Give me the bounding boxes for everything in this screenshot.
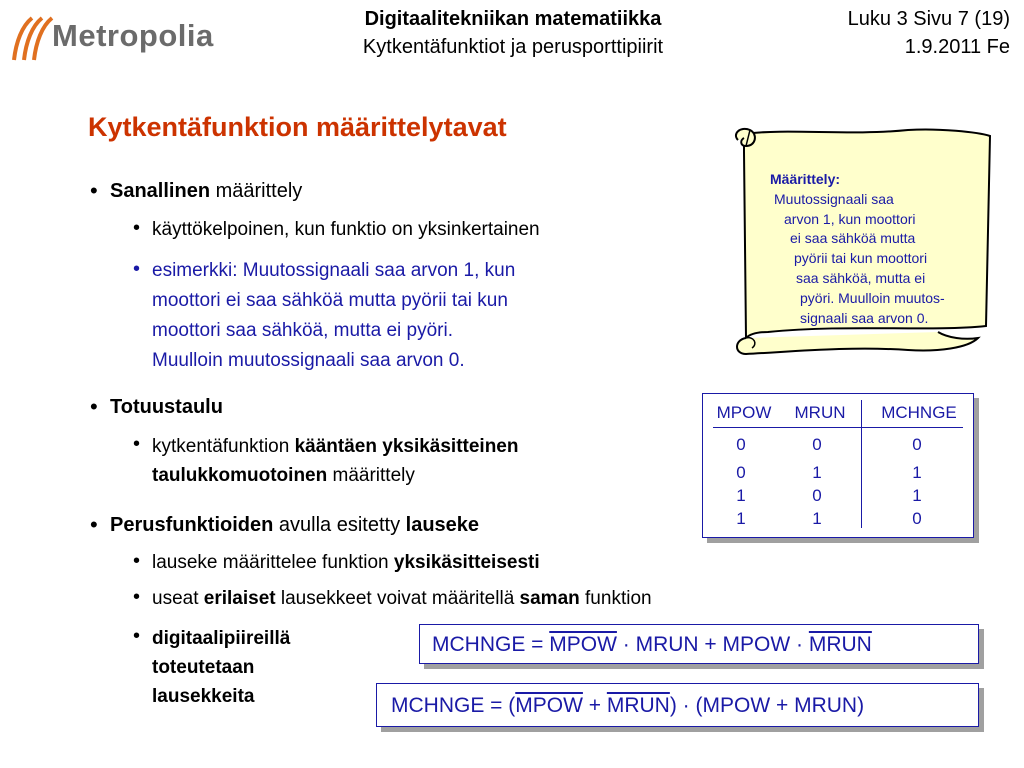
subbullet-text: kytkentäfunktion: [152, 436, 295, 457]
example-line: moottori saa sähköä, mutta ei pyöri.: [152, 320, 453, 341]
subbullet-bold: erilaiset: [203, 588, 276, 609]
subbullet-bold: taulukkomuotoinen: [152, 465, 328, 486]
expression-sum-of-products: [419, 624, 979, 664]
expr-op: +: [582, 694, 607, 717]
table-cell: 1: [812, 463, 822, 482]
page-info: Luku 3 Sivu 7 (19): [847, 8, 1010, 30]
subbullet-line: toteutetaan: [152, 657, 255, 678]
subbullet-kayttokelpoinen: [133, 217, 540, 241]
expr-lhs: MCHNGE = (: [391, 694, 516, 717]
example-line: Muulloin muutossignaali saa arvon 0.: [152, 350, 465, 371]
table-cell: 1: [736, 509, 746, 528]
table-cell: 0: [736, 435, 746, 454]
table-cell: 1: [912, 486, 922, 505]
bullet-sanallinen: [90, 178, 303, 203]
logo-text: Metropolia: [52, 18, 214, 53]
bullet-totuustaulu: [90, 394, 223, 419]
bullet-icon: •: [133, 258, 141, 280]
example-line: esimerkki: Muutossignaali saa arvon 1, kun: [152, 260, 516, 281]
expr-term: MPOW + MRUN: [702, 694, 858, 717]
subbullet-text: lauseke määrittelee funktion: [152, 552, 394, 573]
table-header: MPOW: [716, 403, 772, 422]
expr-op: ·: [790, 633, 809, 656]
bullet-icon: •: [133, 550, 141, 572]
table-header: MRUN: [794, 403, 846, 422]
subbullet-lauseke: [133, 550, 540, 574]
subbullet-bold: yksikäsitteisesti: [393, 552, 540, 573]
expr-lhs: MCHNGE =: [432, 633, 550, 656]
scroll-title: Määrittely:: [770, 171, 841, 187]
subbullet-text: lausekkeet voivat määritellä: [275, 588, 520, 609]
subbullet-kytkentafunktion: [133, 432, 519, 490]
bullet-icon: •: [133, 586, 141, 608]
subbullet-text: käyttökelpoinen, kun funktio on yksinkertainen: [152, 219, 540, 240]
subbullet-text: funktion: [579, 588, 652, 609]
bullet-bold: lauseke: [405, 514, 480, 536]
expr-op: ) · (: [669, 694, 703, 717]
page-date: 1.9.2011 Fe: [904, 36, 1010, 58]
table-cell: 0: [736, 463, 746, 482]
scroll-line: arvon 1, kun moottori: [784, 210, 916, 227]
table-cell: 1: [812, 509, 822, 528]
expr-op: ·: [616, 633, 636, 656]
table-cell: 1: [912, 463, 922, 482]
expr-op: ): [857, 694, 865, 717]
course-title: Digitaalitekniikan matematiikka: [364, 8, 662, 30]
subbullet-text: useat: [152, 588, 204, 609]
table-cell: 1: [736, 486, 746, 505]
bullet-icon: •: [90, 394, 98, 419]
scroll-line: signaali saa arvon 0.: [800, 309, 929, 326]
table-cell: 0: [912, 509, 922, 528]
bullet-bold: Sanallinen: [110, 180, 211, 202]
table-cell: 0: [912, 435, 922, 454]
bullet-icon: •: [90, 178, 98, 203]
expression-product-of-sums: [376, 683, 979, 727]
bullet-icon: •: [133, 217, 141, 239]
bullet-text: määrittely: [210, 180, 303, 202]
table-divider: [713, 427, 963, 428]
expr-term-negated: MPOW: [515, 694, 583, 717]
scroll-line: pyörii tai kun moottori: [794, 250, 928, 267]
expr-term-negated: MRUN: [606, 694, 670, 717]
subbullet-esimerkki: [133, 256, 516, 376]
bullet-perusfunktioiden: [90, 512, 480, 537]
bullet-icon: •: [133, 433, 141, 455]
truth-table: [702, 393, 974, 538]
bullet-bold: Perusfunktioiden: [110, 514, 274, 536]
expr-op: +: [698, 633, 723, 656]
subbullet-digitaalipiireilla: [133, 624, 291, 711]
subbullet-line: lausekkeita: [152, 686, 255, 707]
example-line: moottori ei saa sähköä mutta pyörii tai kun: [152, 290, 508, 311]
bullet-text: avulla esitetty: [273, 514, 406, 536]
table-divider: [861, 400, 862, 528]
course-subtitle: Kytkentäfunktiot ja perusporttipiirit: [362, 36, 664, 58]
table-header: MCHNGE: [881, 403, 957, 422]
scroll-line: ei saa sähköä mutta: [790, 230, 916, 247]
subbullet-line: digitaalipiireillä: [152, 628, 291, 649]
bullet-bold: Totuustaulu: [110, 396, 223, 418]
subbullet-bold: kääntäen yksikäsitteinen: [294, 436, 519, 457]
logo-mark-icon: [8, 12, 56, 64]
subbullet-useat: [133, 586, 652, 610]
expr-term-negated: MPOW: [549, 633, 617, 656]
table-cell: 0: [812, 486, 822, 505]
subbullet-text: määrittely: [327, 465, 415, 486]
expr-term-negated: MRUN: [808, 633, 872, 656]
slide-title: Kytkentäfunktion määrittelytavat: [88, 112, 507, 142]
table-cell: 0: [812, 435, 822, 454]
scroll-line: saa sähköä, mutta ei: [796, 269, 926, 286]
expr-term: MRUN: [635, 633, 699, 656]
scroll-line: Muutossignaali saa: [774, 190, 894, 207]
scroll-line: pyöri. Muulloin muutos-: [800, 289, 945, 306]
expr-term: MPOW: [722, 633, 791, 656]
bullet-icon: •: [133, 625, 141, 647]
scroll-text: [766, 170, 986, 328]
subbullet-bold: saman: [519, 588, 580, 609]
bullet-icon: •: [90, 512, 98, 537]
